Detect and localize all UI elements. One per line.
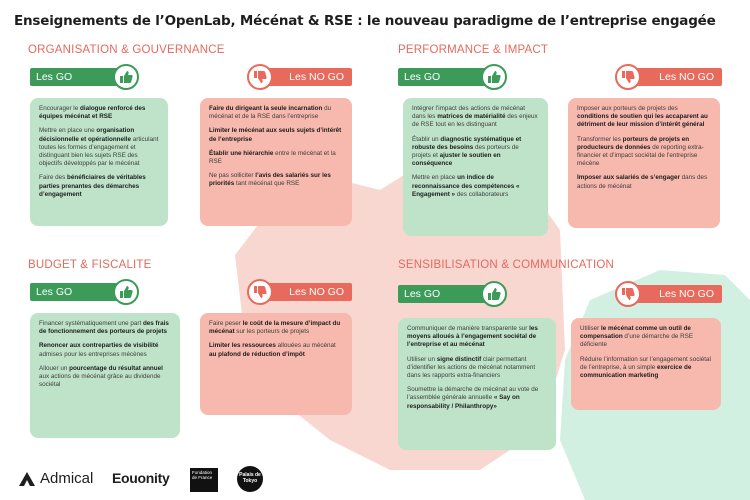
footer-logos <box>0 460 750 500</box>
list-item: Utiliser un signe distinctif clair permettant d’identifier les actions de mécénat notamment dans les rapports extra-financiers <box>407 355 536 380</box>
logo-eouonity: Eouonity <box>112 470 170 486</box>
section-title-budget: BUDGET & FISCALITE <box>28 259 152 271</box>
go-label: Les GO <box>404 71 441 83</box>
list-item: Ne pas solliciter l’avis des salariés sur les priorités tant mécénat que RSE <box>209 172 331 188</box>
list-item: Mettre en place une organisation décisionnelle et opérationnelle articulant toutes les formes d’engagement et distinguant bien les sujets RSE des objectifs développés par le mécénat <box>39 127 159 168</box>
nogo-banner <box>262 68 352 86</box>
list-item: Imposer aux porteurs de projets des conditions de soutien qui les accaparent au détriment de leur mission d’intérêt général <box>577 105 708 129</box>
nogo-banner <box>630 68 722 86</box>
logo-palais-de-tokyo: Palais de Tokyo <box>237 466 263 492</box>
section-title-gouvernance: ORGANISATION & GOUVERNANCE <box>28 44 225 56</box>
card-gouv-go <box>30 98 168 226</box>
list-item: Établir un diagnostic systématique et robuste des besoins des porteurs de projets et ajuster le soutien en conséquence <box>412 135 522 168</box>
thumbs-up-icon <box>481 281 507 307</box>
list-item: Renoncer aux contreparties de visibilité admises pour les entreprises mécènes <box>39 342 159 358</box>
list-item: Intégrer l’impact des actions de mécénat dans les matrices de matérialité des enjeux de RSE tout en les distinguant <box>412 105 538 129</box>
nogo-label: Les NO GO <box>659 71 714 83</box>
list-item: Mettre en place un indice de reconnaissance des compétences « Engagement » des collaborateurs <box>412 174 520 198</box>
list-item: Encourager le dialogue renforcé des équipes mécénat et RSE <box>39 105 146 121</box>
go-label: Les GO <box>36 286 73 298</box>
list-item: Allouer un pourcentage du résultat annuel aux actions de mécénat grâce au dividende sociétal <box>39 364 163 389</box>
card-sensib-nogo <box>571 318 721 410</box>
section-title-sensibilisation: SENSIBILISATION & COMMUNICATION <box>398 259 614 271</box>
list-item: Communiquer de manière transparente sur les moyens alloués à l’engagement sociétal de l’entreprise et au mécénat <box>407 325 538 349</box>
nogo-label: Les NO GO <box>289 286 344 298</box>
list-item: Financer systématiquement une part des frais de fonctionnement des porteurs de projets <box>39 320 169 336</box>
thumbs-down-icon <box>247 279 273 305</box>
admical-mark-icon <box>18 471 36 487</box>
thumbs-down-icon <box>615 281 641 307</box>
list-item: Limiter le mécénat aux seuls sujets d’intérêt de l’entreprise <box>209 127 342 143</box>
go-label: Les GO <box>404 288 441 300</box>
card-budget-go <box>30 313 180 438</box>
nogo-banner <box>630 285 722 303</box>
list-item: Imposer aux salariés de s’engager dans des actions de mécénat <box>577 174 708 190</box>
thumbs-down-icon <box>615 64 641 90</box>
thumbs-up-icon <box>113 279 139 305</box>
card-sensib-go <box>398 318 556 450</box>
list-item: Établir une hiérarchie entre le mécénat et la RSE <box>209 149 336 166</box>
logo-admical: Admical <box>18 470 93 487</box>
list-item: Réduire l’information sur l’engagement sociétal de l’entreprise, à un simple exercice de communication marketing <box>580 355 711 380</box>
thumbs-down-icon <box>247 64 273 90</box>
page-title: Enseignements de l’OpenLab, Mécénat & RSE : le nouveau paradigme de l’entreprise engagée <box>14 13 716 29</box>
list-item: Transformer les porteurs de projets en producteurs de données de reporting extra-financier et d’impact sociétal de l’entreprise mécène <box>577 135 704 168</box>
card-budget-nogo <box>200 313 352 415</box>
nogo-label: Les NO GO <box>289 71 344 83</box>
list-item: Faire des bénéficiaires de véritables parties prenantes des démarches d’engagement <box>39 174 146 198</box>
card-gouv-nogo <box>200 98 352 226</box>
nogo-label: Les NO GO <box>659 288 714 300</box>
card-perf-nogo <box>568 98 720 228</box>
thumbs-up-icon <box>481 64 507 90</box>
list-item: Faire peser le coût de la mesure d’impact du mécénat sur les porteurs de projets <box>209 320 341 336</box>
go-label: Les GO <box>36 71 73 83</box>
list-item: Soumettre la démarche de mécénat au vote de l’assemblée générale annuelle « Say on responsability / Philanthropy» <box>407 386 539 410</box>
section-title-performance: PERFORMANCE & IMPACT <box>398 44 549 56</box>
card-perf-go <box>403 98 548 236</box>
thumbs-up-icon <box>113 64 139 90</box>
list-item: Utiliser le mécénat comme un outil de compensation d’une démarche de RSE déficiente <box>580 325 694 349</box>
nogo-banner <box>262 283 352 301</box>
list-item: Limiter les ressources allouées au mécénat au plafond de réduction d’impôt <box>209 342 336 358</box>
logo-fondation-de-france: Fondation de France <box>190 468 218 492</box>
list-item: Faire du dirigeant la seule incarnation du mécénat et de la RSE dans l’entreprise <box>209 105 332 121</box>
